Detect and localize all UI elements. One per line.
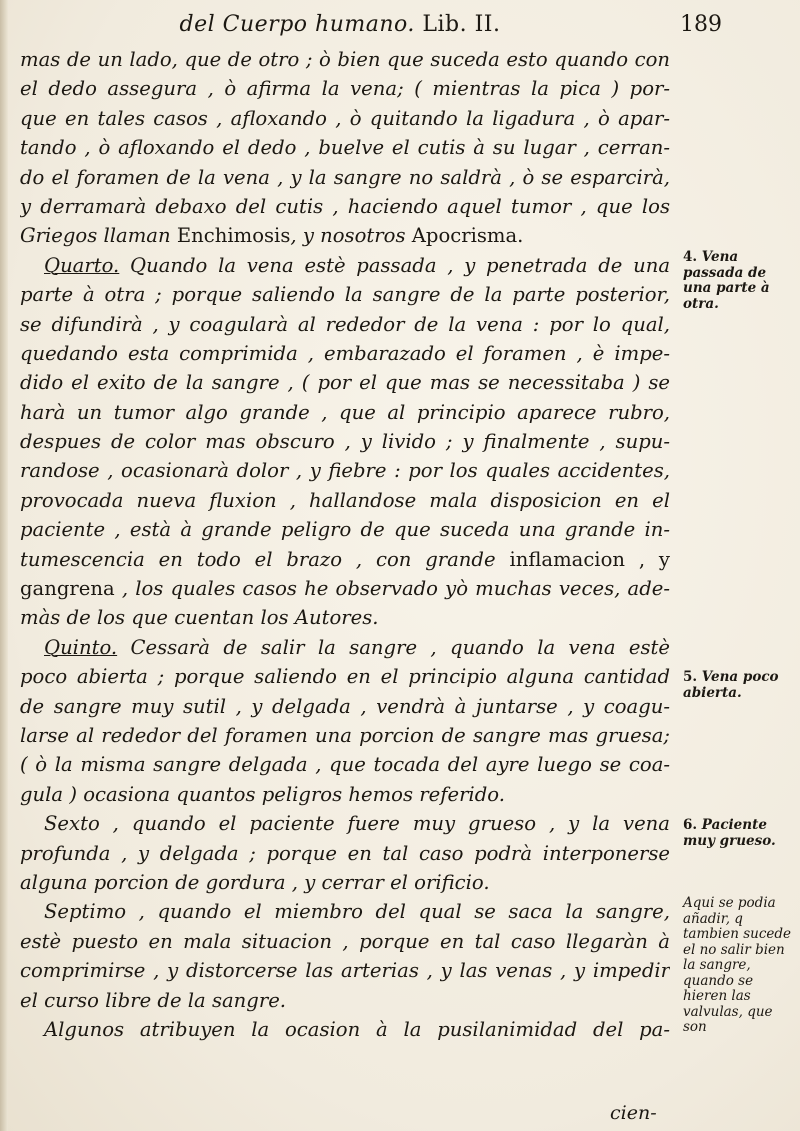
- header-title: del Cuerpo humano.: [179, 12, 415, 37]
- text-line: de sangre muy sutil , y delgada , vendrà à juntarse , y coagu-: [20, 694, 670, 718]
- text-line: màs de los que cuentan los Autores.: [20, 606, 379, 630]
- text-line: el dedo assegura , ò afirma la vena; ( mientras la pica ) por-: [20, 77, 670, 101]
- binding-shadow: [0, 0, 8, 1131]
- page-number: 189: [680, 12, 722, 37]
- term-inflamacion: inflamacion , y: [509, 547, 670, 571]
- text-line: [20, 251, 670, 280]
- sidenote-number: 6.: [683, 817, 698, 833]
- sidenote-text: Paciente muy grueso.: [683, 817, 776, 849]
- term-apocrisma: Apocrisma.: [411, 224, 524, 248]
- term-enchimosis: Enchimosis: [176, 224, 291, 248]
- catchword: cien-: [610, 1102, 657, 1124]
- text-line: larse al rededor del foramen una porcion de sangre mas gruesa;: [20, 723, 670, 747]
- text-span: , los quales casos he observado yò muchas veces, ade-: [121, 577, 670, 601]
- sidenote-text: Aqui se podia añadir, q tambien sucede el no salir bien la sangre, quando se hieren las valvulas, que son: [683, 895, 792, 1035]
- text-line: [20, 221, 670, 250]
- text-line: comprimirse , y distorcerse las arterias , y las venas , y impedir: [20, 959, 670, 983]
- sidenote-text: Vena poco abierta.: [683, 669, 779, 701]
- paragraph-marker-quinto: Quinto.: [44, 635, 118, 659]
- header-book: Lib. II.: [422, 12, 501, 37]
- text-line: despues de color mas obscuro , y livido ; y finalmente , supu-: [20, 430, 670, 454]
- text-line: paciente , està à grande peligro de que suceda una grande in-: [20, 518, 670, 542]
- text-line: mas de un lado, que de otro ; ò bien que suceda esto quando con: [20, 48, 670, 71]
- text-line: parte à otra ; porque saliendo la sangre de la parte posterior,: [20, 283, 670, 307]
- text-line: do el foramen de la vena , y la sangre no saldrà , ò se esparcirà,: [20, 165, 670, 189]
- text-line: dido el exito de la sangre , ( por el que mas se necessitaba ) se: [20, 371, 670, 395]
- running-header: [0, 8, 800, 42]
- text-span: , y nosotros: [290, 224, 406, 248]
- text-line: Algunos atribuyen la ocasion à la pusilanimidad del pa-: [44, 1017, 670, 1041]
- text-line: alguna porcion de gordura , y cerrar el orificio.: [20, 870, 490, 894]
- sidenote-7: [683, 896, 795, 1036]
- text-line: harà un tumor algo grande , que al principio aparece rubro,: [20, 400, 670, 424]
- text-line: y derramarà debaxo del cutis , haciendo aquel tumor , que los: [20, 194, 670, 218]
- text-line: quedando esta comprimida , embarazado el foramen , è impe-: [20, 341, 670, 365]
- term-gangrena: gangrena: [20, 577, 115, 601]
- text-line: que en tales casos , afloxando , ò quitando la ligadura , ò apar-: [20, 106, 670, 130]
- running-title: [0, 12, 680, 37]
- text-line: gula ) ocasiona quantos peligros hemos referido.: [20, 782, 505, 806]
- sidenote-6: [683, 818, 795, 849]
- text-span: Cessarà de salir la sangre , quando la vena estè: [130, 635, 670, 659]
- text-span: Quando la vena estè passada , y penetrada de una: [130, 253, 670, 277]
- sidenote-text: Vena passada de una parte à otra.: [683, 249, 770, 312]
- sidenote-4: [683, 250, 795, 312]
- text-line: [20, 545, 670, 574]
- text-line: poco abierta ; porque saliendo en el principio alguna cantidad: [20, 665, 670, 689]
- text-line: el curso libre de la sangre.: [20, 988, 287, 1012]
- sidenote-number: 5.: [683, 669, 698, 685]
- text-line: se difundirà , y coagularà al rededor de la vena : por lo qual,: [20, 312, 670, 336]
- paragraph-marker-quarto: Quarto.: [44, 253, 120, 277]
- text-span: tumescencia en todo el brazo , con grande: [20, 547, 496, 571]
- text-line: tando , ò afloxando el dedo , buelve el cutis à su lugar , cerran-: [20, 136, 670, 160]
- text-line: [20, 633, 670, 662]
- text-line: estè puesto en mala situacion , porque en tal caso llegaràn à: [20, 929, 670, 953]
- main-text: [20, 45, 670, 1044]
- text-line: randose , ocasionarà dolor , y fiebre : por los quales accidentes,: [20, 459, 670, 483]
- text-line: Septimo , quando el miembro del qual se saca la sangre,: [44, 900, 670, 924]
- text-line: profunda , y delgada ; porque en tal caso podrà interponerse: [20, 841, 670, 865]
- text-line: provocada nueva fluxion , hallandose mala disposicion en el: [20, 488, 670, 512]
- text-span: Griegos llaman: [20, 224, 171, 248]
- text-line: ( ò la misma sangre delgada , que tocada del ayre luego se coa-: [20, 753, 670, 777]
- text-line: [20, 574, 670, 603]
- text-line: Sexto , quando el paciente fuere muy grueso , y la vena: [44, 812, 670, 836]
- sidenote-number: 4.: [683, 249, 698, 265]
- sidenote-5: [683, 670, 795, 701]
